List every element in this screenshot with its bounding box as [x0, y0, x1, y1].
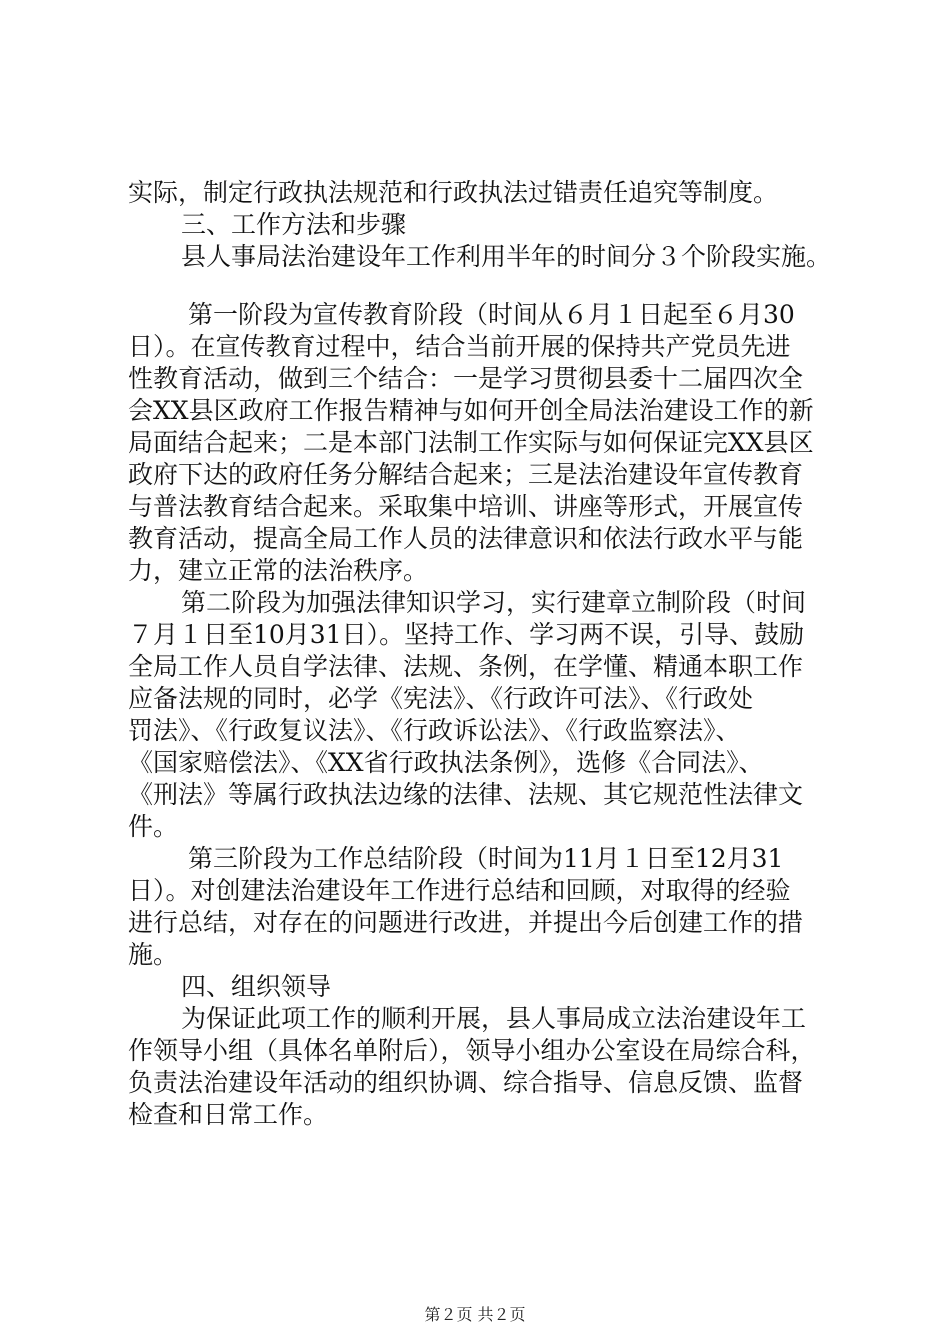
text-line: ７月１日至10月31日）。坚持工作、学习两不误，引导、鼓励 [128, 620, 805, 649]
text-line: 进行总结，对存在的问题进行改进，并提出今后创建工作的措 [128, 908, 804, 937]
text-line: 检查和日常工作。 [128, 1100, 329, 1129]
text-line: 第三阶段为工作总结阶段（时间为11月１日至12月31 [188, 844, 784, 873]
section-heading: 三、工作方法和步骤 [181, 210, 407, 239]
text-line: 第一阶段为宣传教育阶段（时间从６月１日起至６月30 [188, 300, 795, 329]
text-line: 负责法治建设年活动的组织协调、综合指导、信息反馈、监督 [128, 1068, 804, 1097]
text-line: 性教育活动，做到三个结合：一是学习贯彻县委十二届四次全 [128, 364, 804, 393]
text-line: 日）。在宣传教育过程中，结合当前开展的保持共产党员先进 [128, 332, 791, 361]
text-line: 罚法》、《行政复议法》、《行政诉讼法》、《行政监察法》、 [128, 716, 741, 745]
text-line: 教育活动，提高全局工作人员的法律意识和依法行政水平与能 [128, 524, 804, 553]
section-heading: 四、组织领导 [181, 972, 332, 1001]
text-line: 《国家赔偿法》、《XX省行政执法条例》，选修《合同法》、 [128, 748, 764, 777]
text-line: 作领导小组（具体名单附后），领导小组办公室设在局综合科， [128, 1036, 816, 1065]
text-line: 政府下达的政府任务分解结合起来；三是法治建设年宣传教育 [128, 460, 804, 489]
text-line: 第二阶段为加强法律知识学习，实行建章立制阶段（时间 [181, 588, 807, 617]
text-line: 与普法教育结合起来。采取集中培训、讲座等形式，开展宣传 [128, 492, 804, 521]
text-line: 日）。对创建法治建设年工作进行总结和回顾，对取得的经验 [128, 876, 791, 905]
text-line: 实际，制定行政执法规范和行政执法过错责任追究等制度。 [128, 178, 779, 207]
text-line: 全局工作人员自学法律、法规、条例，在学懂、精通本职工作 [128, 652, 804, 681]
text-line: 力，建立正常的法治秩序。 [128, 556, 429, 585]
text-line: 件。 [128, 812, 179, 841]
text-line: 《刑法》等属行政执法边缘的法律、法规、其它规范性法律文 [128, 780, 804, 809]
text-line: 县人事局法治建设年工作利用半年的时间分３个阶段实施。 [181, 242, 832, 271]
text-line: 施。 [128, 940, 179, 969]
page-footer: 第２页 共２页 [424, 1305, 526, 1324]
text-line: 为保证此项工作的顺利开展，县人事局成立法治建设年工 [181, 1004, 807, 1033]
text-line: 应备法规的同时，必学《宪法》、《行政许可法》、《行政处 [128, 684, 754, 713]
text-line: 会XX县区政府工作报告精神与如何开创全局法治建设工作的新 [128, 396, 814, 425]
text-line: 局面结合起来；二是本部门法制工作实际与如何保证完XX县区 [128, 428, 814, 457]
